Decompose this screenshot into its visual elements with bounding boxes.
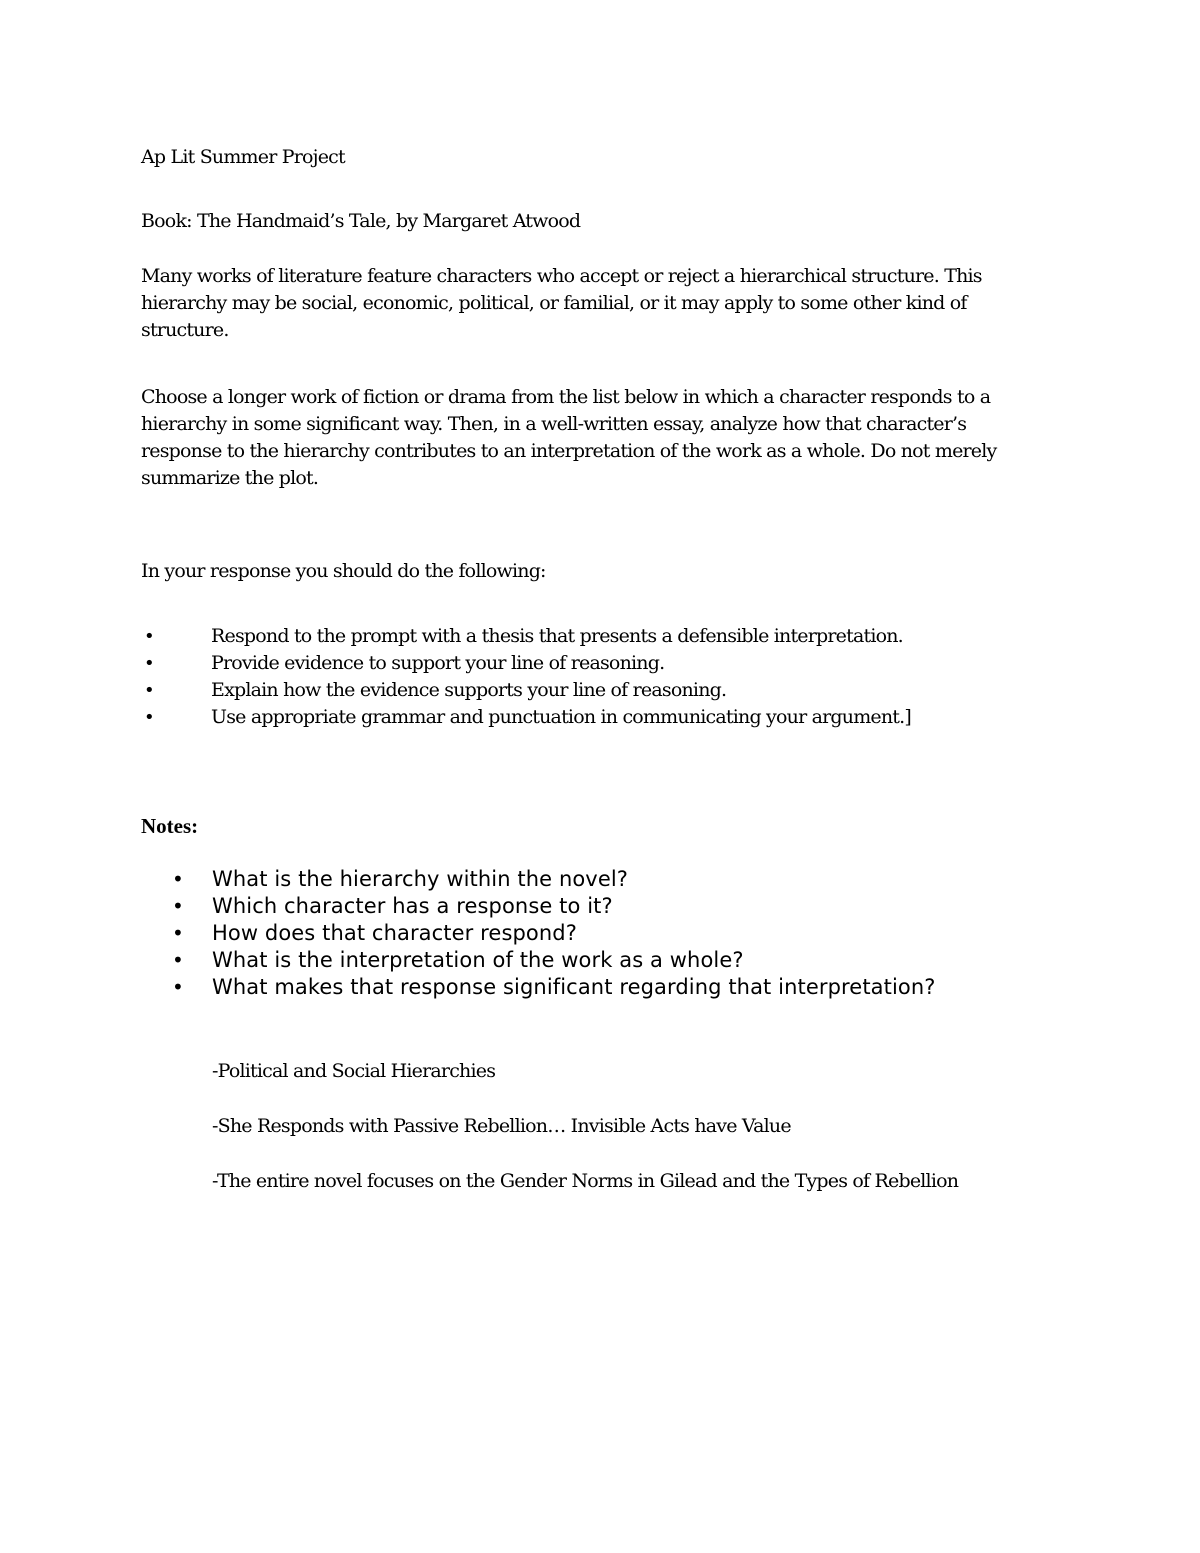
list-item [141,704,911,731]
list-item [141,677,911,704]
bullet-icon: • [144,680,154,701]
list-item-text: What makes that response significant regarding that interpretation? [212,975,936,999]
notes-questions-list [172,866,936,1001]
list-item-text: Explain how the evidence supports your line of reasoning. [211,679,727,701]
note-answer-hierarchy: -Political and Social Hierarchies [212,1060,496,1082]
bullet-icon: • [172,894,184,918]
bullet-icon: • [144,707,154,728]
book-line: Book: The Handmaid’s Tale, by Margaret Atwood [141,210,581,232]
bullet-icon: • [172,921,184,945]
list-item [172,974,936,1001]
list-item [141,623,911,650]
bullet-icon: • [144,653,154,674]
list-item [172,947,936,974]
bullet-icon: • [172,975,184,999]
bullet-icon: • [172,867,184,891]
bullet-icon: • [144,626,154,647]
note-answer-interpretation: -The entire novel focuses on the Gender Norms in Gilead and the Types of Rebellion [212,1170,959,1192]
paragraph-prompt-context: Many works of literature feature characters who accept or reject a hierarchical structure. This hierarchy may be social, economic, political, or familial, or it may apply to some other kind of structure. [141,265,982,341]
list-item-text: Use appropriate grammar and punctuation in communicating your argument.] [211,706,911,728]
list-item [141,650,911,677]
list-item-text: Provide evidence to support your line of reasoning. [211,652,665,674]
list-item-text: What is the interpretation of the work as a whole? [212,948,744,972]
instructions-list [141,623,911,731]
list-item-text: How does that character respond? [212,921,577,945]
list-item [172,920,936,947]
list-item [172,893,936,920]
note-answer-response: -She Responds with Passive Rebellion… Invisible Acts have Value [212,1115,791,1137]
list-item-text: Which character has a response to it? [212,894,613,918]
list-item [172,866,936,893]
notes-heading: Notes: [141,814,199,838]
instructions-intro: In your response you should do the following: [141,560,546,582]
paragraph-prompt-task: Choose a longer work of fiction or drama from the list below in which a character responds to a hierarchy in some significant way. Then, in a well-written essay, analyze how that character’s response to the hierarchy contributes to an interpretation of the work as a whole. Do not merely summarize the plot. [141,386,997,489]
list-item-text: What is the hierarchy within the novel? [212,867,629,891]
list-item-text: Respond to the prompt with a thesis that presents a defensible interpretation. [211,625,903,647]
bullet-icon: • [172,948,184,972]
document-title: Ap Lit Summer Project [141,146,345,168]
